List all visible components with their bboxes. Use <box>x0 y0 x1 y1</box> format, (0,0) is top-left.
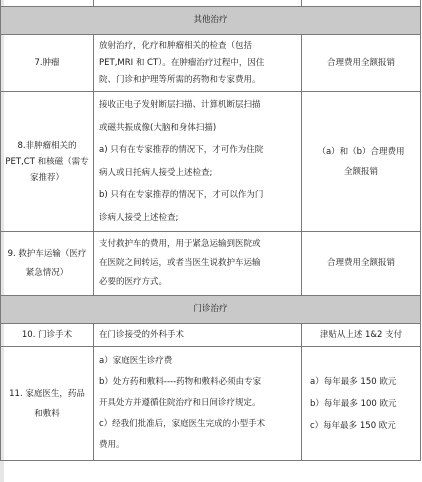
benefit-line: 津贴从上述 1&2 支付 <box>319 329 403 340</box>
item-label-line: 和敷料 <box>34 408 60 419</box>
item-label-line: 9. 救护车运输（医疗 <box>7 248 87 259</box>
item-label-line: 紧急情况） <box>25 267 69 278</box>
benefit-line: 全额报销 <box>343 166 378 177</box>
item-label <box>1 92 94 232</box>
item-description <box>94 347 302 461</box>
section-title: 门诊治疗 <box>1 296 421 324</box>
description-line: a) 只有在专家推荐的情况下，才可作为住院 <box>99 145 264 155</box>
section-title: 其他治疗 <box>1 7 421 35</box>
description-line: c）经我们批准后，家庭医生完成的小型手术 <box>99 419 266 429</box>
benefit-line: c）每年最多 150 欧元 <box>310 420 396 431</box>
description-line: 院、门诊和护理等所需的药物和专家费用。 <box>99 74 261 85</box>
description-line: 费用。 <box>99 440 125 450</box>
description-line: 放射治疗，化疗和肿瘤相关的检查（包括 <box>99 40 253 51</box>
item-benefit <box>302 232 421 296</box>
item-label <box>1 347 94 461</box>
item-description <box>94 232 302 296</box>
item-label-line: 家推荐） <box>29 172 64 183</box>
benefit-line: （a）和（b）合理费用 <box>317 146 405 157</box>
table-row <box>1 92 421 232</box>
item-label-line: 11. 家庭医生，药品 <box>9 388 85 399</box>
item-benefit <box>302 35 421 92</box>
table-row <box>1 347 421 461</box>
table-row <box>1 35 421 92</box>
benefit-line: 合理费用全额报销 <box>326 258 395 268</box>
description-line: 诊病人接受上述检查; <box>99 212 179 223</box>
description-line: b）处方药和敷料----药物和敷料必须由专家 <box>99 377 262 387</box>
description-line: b) 只有在专家推荐的情况下，才可以作为门 <box>99 190 264 200</box>
description-line: PET,MRI 和 CT）。在肿瘤治疗过程中，因住 <box>99 57 265 68</box>
description-line: a）家庭医生诊疗费 <box>99 356 173 366</box>
item-label-line: 7.肿瘤 <box>34 58 60 68</box>
benefit-line: b）每年最多 100 欧元 <box>310 398 397 409</box>
description-line: 支付救护车的费用，用于紧急运输到医院或 <box>99 239 261 249</box>
section-header-other <box>1 7 421 35</box>
item-benefit <box>302 324 421 347</box>
item-label <box>1 324 94 347</box>
item-label <box>1 35 94 92</box>
table-row <box>1 232 421 296</box>
benefit-line: a）每年最多 150 欧元 <box>310 376 397 387</box>
item-label-line: PET,CT 和核磁（需专 <box>5 156 89 167</box>
description-line: 或磁共振成像(大脑和身体扫描) <box>99 122 217 133</box>
section-header-outpatient <box>1 296 421 324</box>
item-label <box>1 232 94 296</box>
benefit-line: 合理费用全额报销 <box>326 57 395 68</box>
table-row <box>1 324 421 347</box>
description-line: 必要的医疗方式。 <box>99 277 168 287</box>
description-line: 接收正电子发射断层扫描、计算机断层扫描 <box>99 100 261 110</box>
item-description <box>94 92 302 232</box>
item-description <box>94 35 302 92</box>
item-benefit <box>302 347 421 461</box>
description-line: 开具处方并遵循住院治疗和日间诊疗规定。 <box>99 398 261 408</box>
item-benefit <box>302 92 421 232</box>
item-label-line: 8.非肿瘤相关的 <box>17 140 77 151</box>
description-line: 在门诊接受的外科手术 <box>99 329 185 340</box>
item-description <box>94 324 302 347</box>
item-label-line: 10. 门诊手术 <box>21 330 73 340</box>
description-line: 在医院之间转运，或者当医生说救护车运输 <box>99 258 261 268</box>
description-line: 病人或日托病人接受上述检查; <box>99 167 213 178</box>
